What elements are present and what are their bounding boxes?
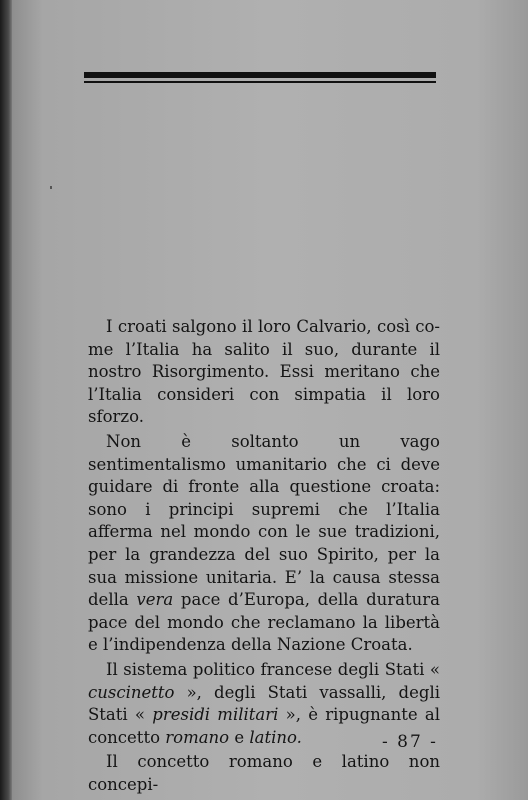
book-page (12, 0, 528, 800)
paragraph (88, 431, 440, 657)
paragraph (88, 751, 440, 796)
text-run: », è ripugnante al concetto (88, 705, 441, 747)
text-run: Il sistema politico francese degli Stati « (106, 659, 440, 679)
italic-text: presidi militari (152, 705, 279, 725)
italic-text: romano (165, 727, 230, 747)
text-run: Il concetto romano e latino non concepi- (88, 752, 440, 794)
body-text (88, 316, 440, 796)
paper-speck (50, 186, 52, 189)
page-number: - 87 - (382, 732, 438, 752)
text-run: I croati salgono il loro Calvario, così come l’Italia ha salito il suo, durante il nostro Risorgimento. Essi meritano che l’Italia consideri con simpatia il loro sforzo. (88, 317, 440, 427)
header-rule-thin (84, 81, 436, 83)
italic-text: latino. (249, 727, 302, 747)
book-gutter (0, 0, 12, 800)
text-run: e (229, 727, 250, 747)
italic-text: cuscinetto (88, 682, 175, 702)
text-run: pace d’Europa, della duratura pace del mondo che reclamano la libertà e l’indipendenza della Nazione Croata. (88, 590, 440, 655)
paragraph (88, 316, 440, 429)
header-rule-thick (84, 72, 436, 78)
text-run: », degli Stati vassalli, degli Stati « (88, 682, 440, 725)
italic-text: vera (136, 590, 174, 610)
text-run: Non è soltanto un vago sentimentalismo umanitario che ci deve guidare di fronte alla questione croata: sono i principi supremi che l’Italia afferma nel mondo con le sue tradizioni, per la grandezza del suo Spirito, per la sua missione unitaria. E’ la causa stessa della (88, 431, 440, 610)
